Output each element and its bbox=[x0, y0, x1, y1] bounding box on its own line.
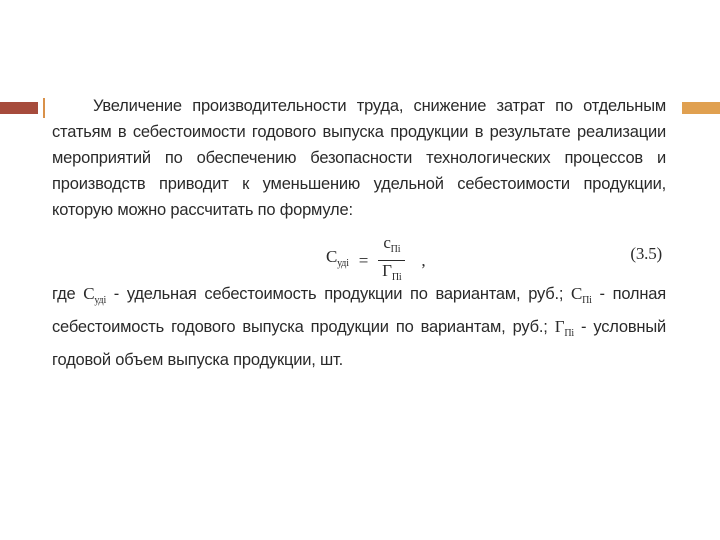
formula-row bbox=[52, 227, 666, 284]
symbol-full-cost-base: С bbox=[571, 284, 583, 303]
where-word: где bbox=[52, 285, 76, 303]
definition-full-cost: - полная себестоимость годового выпуска продукции по вариантам, руб.; bbox=[52, 285, 666, 336]
denominator bbox=[378, 261, 405, 288]
slide-content bbox=[52, 93, 666, 373]
left-accent-bar bbox=[0, 102, 38, 114]
symbol-full-cost-subscript: Пi bbox=[582, 295, 592, 306]
numerator bbox=[379, 233, 404, 260]
accent-tick bbox=[43, 98, 45, 118]
intro-paragraph: Увеличение производительности труда, снижение затрат по отдельным статьям в себестоимости годового выпуска продукции в результате реализации мероприятий по обеспечению безопасности технологических процессов и производств приводит к уменьшению удельной себестоимости продукции, которую можно рассчитать по формуле: bbox=[52, 97, 666, 219]
symbol-unit-cost-subscript: удi bbox=[94, 295, 107, 306]
definition-volume: - условный годовой объем выпуска продукции, шт. bbox=[52, 318, 667, 369]
symbol-unit-cost bbox=[83, 284, 107, 306]
formula bbox=[326, 233, 425, 288]
formula-comma: , bbox=[421, 250, 426, 270]
symbol-volume bbox=[554, 317, 574, 339]
equals-sign: = bbox=[358, 250, 369, 270]
symbol-unit-cost-base: С bbox=[83, 284, 95, 303]
equation-number: (3.5) bbox=[630, 244, 662, 263]
symbol-full-cost bbox=[571, 284, 592, 306]
right-accent-bar bbox=[682, 102, 720, 114]
numerator-base: с bbox=[383, 233, 391, 252]
definitions-paragraph bbox=[52, 281, 666, 373]
lhs-subscript: удi bbox=[337, 258, 349, 270]
fraction bbox=[378, 233, 405, 288]
definition-unit-cost: - удельная себестоимость продукции по вариантам, руб.; bbox=[113, 285, 564, 303]
formula-lhs bbox=[326, 244, 349, 277]
denominator-subscript: Пi bbox=[391, 272, 402, 284]
lhs-base: С bbox=[326, 247, 338, 267]
numerator-subscript: Пi bbox=[390, 244, 401, 255]
symbol-volume-base: Г bbox=[554, 317, 565, 336]
symbol-volume-subscript: Пi bbox=[564, 328, 574, 339]
denominator-base: Г bbox=[382, 261, 392, 281]
